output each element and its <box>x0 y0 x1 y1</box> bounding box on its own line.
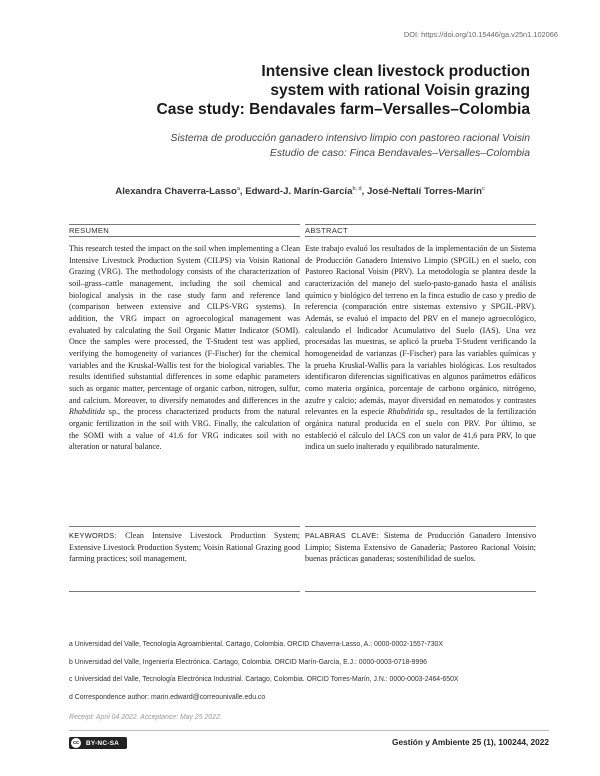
resumen-body-end: sp., the process characterized products from the natural organic fertilization in the soil with VRG. Finally, the calculation of the SOMI with a value of 41.6 for VRG indicates soil with no alteration or natural balance. <box>69 407 300 452</box>
resumen-heading: RESUMEN <box>69 224 300 237</box>
palabras-clave-label: PALABRAS CLAVE: <box>305 531 379 540</box>
creative-commons-icon: cc <box>70 737 82 749</box>
correspondence-email[interactable]: d Correspondence author: marin.edward@correounivalle.edu.co <box>69 693 266 701</box>
author-affil-mark: c <box>481 186 485 192</box>
article-title <box>90 62 530 119</box>
author-list: Alexandra Chaverra-Lasso$^a$, Edward-J. Marín-García$^{b, d}$, José-Neftalí Torres-Marín$^c$ <box>115 186 485 198</box>
affiliation-item: b Universidad del Valle, Ingeniería Electrónica. Cartago, Colombia. ORCID Marín-García, E.J.: 0000-0003-0718-9996 <box>69 658 427 666</box>
author-name: Edward-J. Marín-García <box>245 186 353 198</box>
author-name: José-Neftalí Torres-Marín <box>366 186 482 198</box>
article-subtitle <box>90 131 530 161</box>
palabras-clave-box <box>305 526 536 592</box>
abstract-text <box>305 243 536 453</box>
keywords-list: Clean Intensive Livestock Production System; Extensive Livestock Production System; Voisin Rational Grazing good farming practices; soil management. <box>69 531 300 564</box>
receipt-dates: Receipt: April 04 2022. Acceptance: May 25 2022. <box>69 714 222 721</box>
resumen-body: This research tested the impact on the soil when implementing a Clean Intensive Livestock Production System (CILPS) via Voisin Rational Grazing (VRG). The methodology consists of the characterization of soil–grass–cattle management, including the soil chemical and biological analysis in the case study farm and reference land (comparison between extensive and CILPS-VRG systems). In addition, the VRG impact on agroecological management was evaluated by calculating the Soil Organic Matter Indicator (SOMI). Once the samples were processed, the T-Student test was applied, verifying the homogeneity of variances (F-Fischer) for the chemical variables and the Kruskal-Wallis test for the biological variables. The results identified substantial differences in some edaphic parameters such as organic matter, percentage of organic carbon, nitrogen, sulfur, and calcium. Moreover, to diversify nematodes and differences in the <box>69 244 300 405</box>
author-affil-mark: b, d <box>352 186 362 192</box>
doi-link[interactable]: DOI: https://doi.org/10.15446/ga.v25n1.102066 <box>403 30 558 39</box>
subtitle-line: Sistema de producción ganadero intensivo limpio con pastoreo racional Voisin <box>170 133 530 144</box>
abstract-body: Este trabajo evaluó los resultados de la implementación de un Sistema de Producción Ganadero Intensivo Limpio (SPGIL) en el suelo, con Pastoreo Racional Voisin (PRV). La metodología se plantea desde la caracterización del manejo del suelo-pasto-ganado hasta el análisis químico y biológico del terreno en la finca estudio de caso y predio de referencia (comparación entre sistemas extensivo y SPGIL-PRV). Además, se evaluó el impacto del PRV en el manejo agroecológico, calculando el Indicador Acumulativo del Suelo (IAS). Una vez procesadas las muestras, se aplicó la prueba T-Student verificando la homogeneidad de varianzas (F-Fischer) para las variables químicas y la prueba Kruskal-Wallis para la variables biológicas. Los resultados identificaron diferencias significativas en algunos parámetros edáficos como materia orgánica, porcentaje de carbono orgánico, nitrógeno, azufre y calcio; además, mayor diversidad en nematodos y contrastes relevantes en la especie <box>305 244 536 417</box>
license-label: BY-NC-SA <box>86 739 120 747</box>
palabras-clave-text <box>305 530 536 565</box>
species-name: Rhabditida <box>69 407 105 417</box>
author-name: Alexandra Chaverra-Lasso <box>115 186 237 198</box>
keywords-text <box>69 530 300 565</box>
abstract-heading: ABSTRACT <box>305 224 536 237</box>
species-name: Rhabditida <box>387 407 424 417</box>
palabras-clave-list: Sistema de Producción Ganadero Intensivo Limpio; Sistema Extensivo de Ganadería; Pastoreo Racional Voisin; buenas prácticas ganaderas; sostenibilidad de suelos. <box>305 531 536 564</box>
subtitle-line: Estudio de caso: Finca Bendavales–Versalles–Colombia <box>269 148 530 159</box>
keywords-box <box>69 526 300 592</box>
resumen-column <box>69 224 300 453</box>
abstract-column <box>305 224 536 453</box>
affiliation-item: a Universidad del Valle, Tecnología Agroambiental. Cartago, Colombia. ORCID Chaverra-Lasso, A.: 0000-0002-1557-730X <box>69 641 443 648</box>
affiliations <box>69 641 549 711</box>
journal-citation: Gestión y Ambiente 25 (1), 100244, 2022 <box>392 737 549 747</box>
title-line: system with rational Voisin grazing <box>270 82 530 99</box>
abstract-body-end: sp., resultados de la fertilización orgánica natural producida en el suelo con PRV. Por último, se estableció el cálculo del IACS con un valor de 41,6 para PRV, lo que indica un suelo inalterado y equilibrado naturalmente. <box>305 407 536 452</box>
affiliation-item: c Universidad del Valle, Tecnología Electrónica Industrial. Cartago, Colombia. ORCID Torres-Marín, J.N.: 0000-0003-2464-650X <box>69 676 459 683</box>
footer-divider <box>69 730 549 731</box>
author-affil-mark: a <box>236 186 240 192</box>
keywords-label: KEYWORDS: <box>69 531 117 540</box>
resumen-text <box>69 243 300 453</box>
title-line: Case study: Bendavales farm–Versalles–Colombia <box>156 101 530 118</box>
license-badge[interactable] <box>69 737 127 749</box>
title-line: Intensive clean livestock production <box>261 63 530 80</box>
